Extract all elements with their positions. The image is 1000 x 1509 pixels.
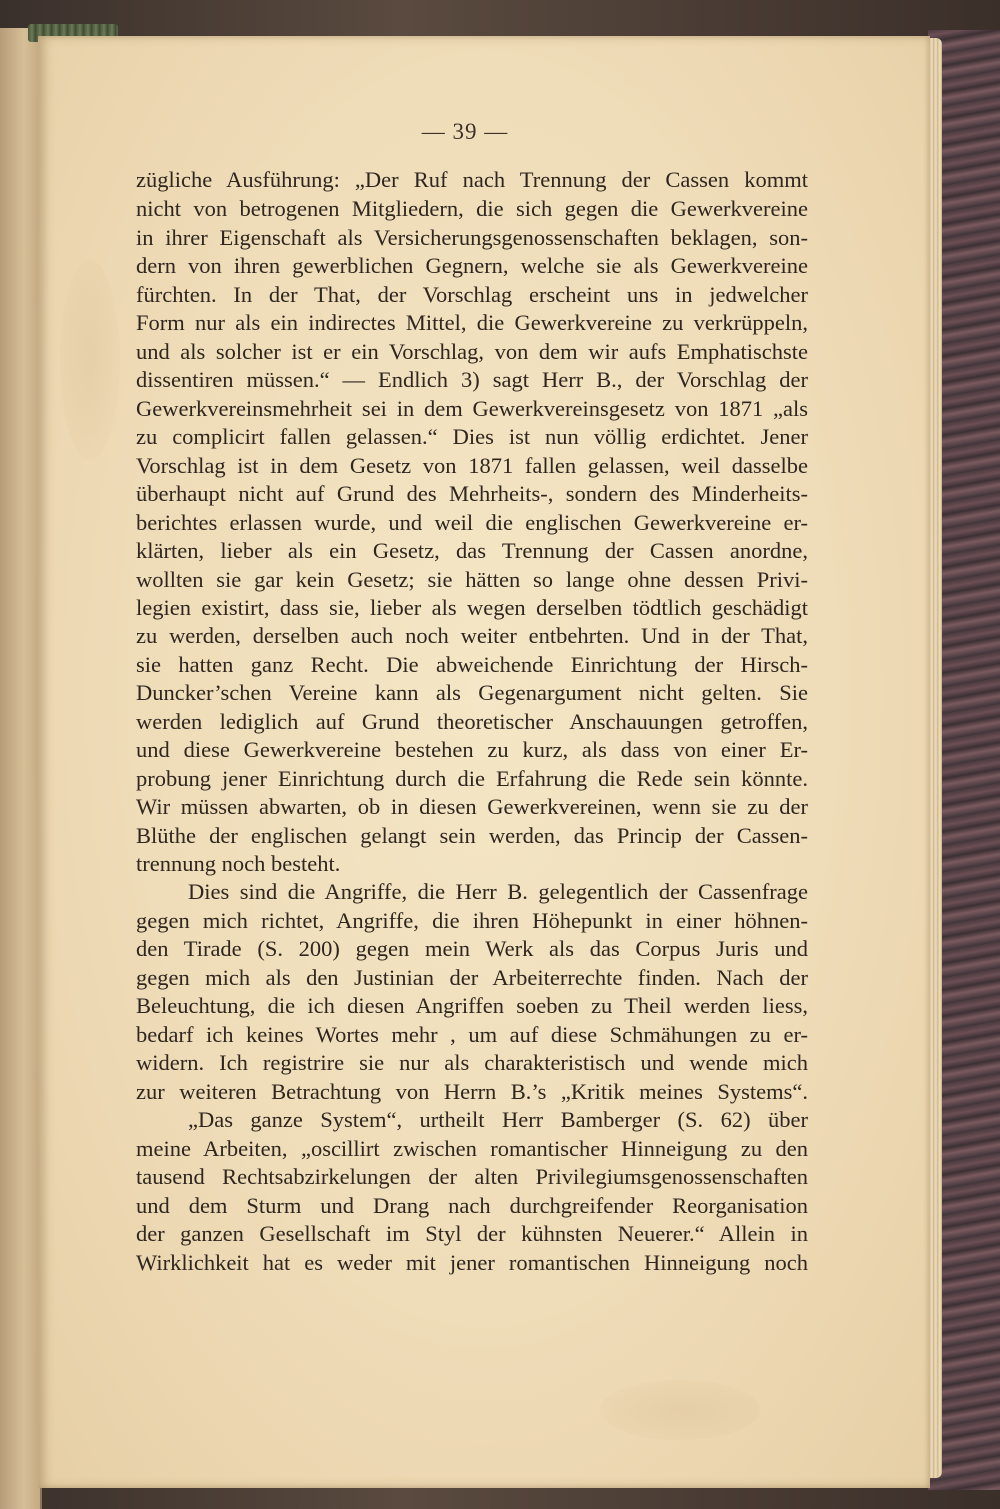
text-line: trennung noch besteht. bbox=[136, 851, 341, 876]
text-line: und dem Sturm und Drang nach durchgreifender Reorganisation bbox=[136, 1193, 808, 1218]
text-line: Wirklichkeit hat es weder mit jener romantischen Hinneigung noch bbox=[136, 1250, 808, 1275]
text-line: nicht von betrogenen Mitgliedern, die sich gegen die Gewerkvereine bbox=[136, 196, 808, 221]
text-line: dissentiren müssen.“ — Endlich 3) sagt Herr B., der Vorschlag der bbox=[136, 367, 808, 392]
text-line: sie hatten ganz Recht. Die abweichende Einrichtung der Hirsch- bbox=[136, 652, 808, 677]
text-line: Vorschlag ist in dem Gesetz von 1871 fallen gelassen, weil dasselbe bbox=[136, 453, 808, 478]
text-line: der ganzen Gesellschaft im Styl der kühnsten Neuerer.“ Allein in bbox=[136, 1221, 808, 1246]
text-line: gegen mich richtet, Angriffe, die ihren Höhepunkt in einer höhnen- bbox=[136, 908, 808, 933]
text-line: tausend Rechtsabzirkelungen der alten Privilegiumsgenossenschaften bbox=[136, 1164, 808, 1189]
text-line: Dies sind die Angriffe, die Herr B. gelegentlich der Cassenfrage bbox=[188, 879, 808, 904]
text-line: klärten, lieber als ein Gesetz, das Trennung der Cassen anordne, bbox=[136, 538, 808, 563]
text-line: bedarf ich keines Wortes mehr , um auf diese Schmähungen zu er- bbox=[136, 1022, 808, 1047]
text-line: und diese Gewerkvereine bestehen zu kurz, als dass von einer Er- bbox=[136, 737, 808, 762]
text-line: zu werden, derselben auch noch weiter entbehrten. Und in der That, bbox=[136, 623, 808, 648]
text-line: zur weiteren Betrachtung von Herrn B.’s „Kritik meines Systems“. bbox=[136, 1079, 808, 1104]
text-line: meine Arbeiten, „oscillirt zwischen romantischer Hinneigung zu den bbox=[136, 1136, 808, 1161]
page-number: — 39 — bbox=[421, 119, 509, 144]
text-line: widern. Ich registrire sie nur als charakteristisch und wende mich bbox=[136, 1050, 808, 1075]
text-line: legien existirt, dass sie, lieber als wegen derselben tödtlich geschädigt bbox=[136, 595, 808, 620]
text-line: gegen mich als den Justinian der Arbeiterrechte finden. Nach der bbox=[136, 965, 808, 990]
text-line: Beleuchtung, die ich diesen Angriffen soeben zu Theil werden liess, bbox=[136, 993, 808, 1018]
text-line: in ihrer Eigenschaft als Versicherungsgenossenschaften beklagen, son- bbox=[136, 225, 808, 250]
text-line: zu complicirt fallen gelassen.“ Dies ist nun völlig erdichtet. Jener bbox=[136, 424, 808, 449]
text-line: überhaupt nicht auf Grund des Mehrheits-, sondern des Minderheits- bbox=[136, 481, 808, 506]
text-line: wollten sie gar kein Gesetz; sie hätten so lange ohne dessen Privi- bbox=[136, 567, 808, 592]
text-line: den Tirade (S. 200) gegen mein Werk als das Corpus Juris und bbox=[136, 936, 808, 961]
text-line: Duncker’schen Vereine kann als Gegenargument nicht gelten. Sie bbox=[136, 680, 808, 705]
text-line: berichtes erlassen wurde, und weil die englischen Gewerkvereine er- bbox=[136, 510, 808, 535]
text-line: Form nur als ein indirectes Mittel, die Gewerkvereine zu verkrüppeln, bbox=[136, 310, 808, 335]
text-line: Gewerkvereinsmehrheit sei in dem Gewerkvereinsgesetz von 1871 „als bbox=[136, 396, 808, 421]
text-line: und als solcher ist er ein Vorschlag, von dem wir aufs Emphatischste bbox=[136, 339, 808, 364]
text-line: werden lediglich auf Grund theoretischer Anschauungen getroffen, bbox=[136, 709, 808, 734]
text-line: Blüthe der englischen gelangt sein werden, das Princip der Cassen- bbox=[136, 823, 808, 848]
text-line: fürchten. In der That, der Vorschlag erscheint uns in jedwelcher bbox=[136, 282, 808, 307]
text-line: Wir müssen abwarten, ob in diesen Gewerkvereinen, wenn sie zu der bbox=[136, 794, 808, 819]
text-line: probung jener Einrichtung durch die Erfahrung die Rede sein könnte. bbox=[136, 766, 808, 791]
text-line: dern von ihren gewerblichen Gegnern, welche sie als Gewerkvereine bbox=[136, 253, 808, 278]
text-line: „Das ganze System“, urtheilt Herr Bamberger (S. 62) über bbox=[188, 1107, 808, 1132]
text-line: zügliche Ausführung: „Der Ruf nach Trennung der Cassen kommt bbox=[136, 167, 808, 192]
